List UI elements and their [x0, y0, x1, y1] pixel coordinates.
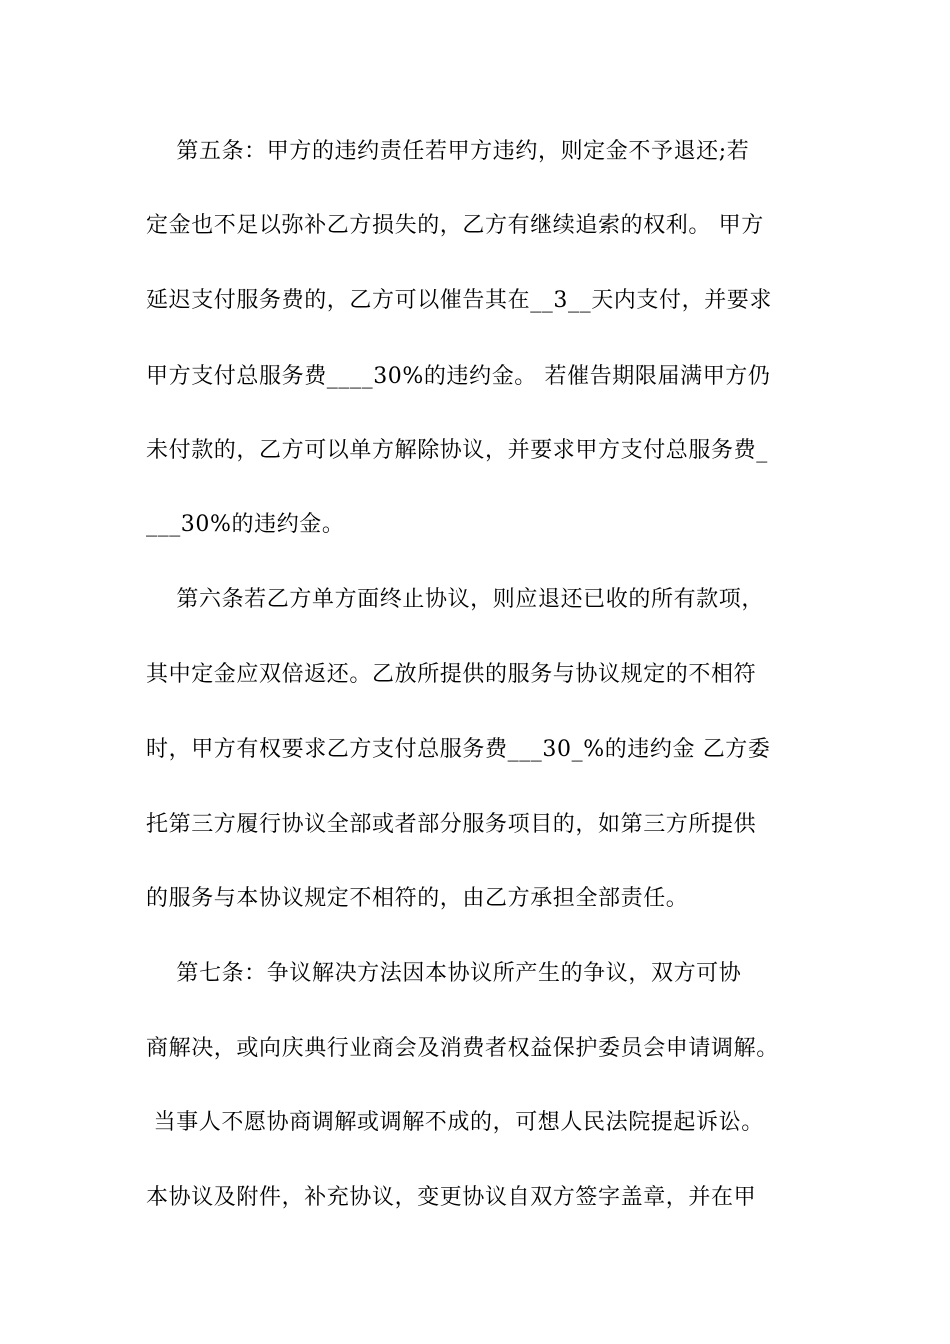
- text-line: 第五条：甲方的违约责任若甲方违约，则定金不予退还;若: [146, 139, 750, 164]
- text-line: 其中定金应双倍返还。乙放所提供的服务与协议规定的不相符: [146, 662, 757, 687]
- text-line: ___30%的违约金。: [146, 512, 345, 537]
- text-line: 时，甲方有权要求乙方支付总服务费___30_%的违约金 乙方委: [146, 737, 771, 762]
- text-line: 第六条若乙方单方面终止协议，则应退还已收的所有款项，: [146, 587, 764, 612]
- text-line: 第七条：争议解决方法因本协议所产生的争议，双方可协: [146, 961, 742, 986]
- text-line: 未付款的，乙方可以单方解除协议，并要求甲方支付总服务费_: [146, 438, 768, 463]
- text-line: 本协议及附件，补充协议，变更协议自双方签字盖章，并在甲: [146, 1185, 757, 1210]
- text-line: 商解决，或向庆典行业商会及消费者权益保护委员会申请调解。: [146, 1036, 779, 1061]
- text-line: 甲方支付总服务费____30%的违约金。 若催告期限届满甲方仍: [146, 364, 771, 389]
- text-line: 当事人不愿协商调解或调解不成的，可想人民法院提起诉讼。: [146, 1110, 764, 1135]
- text-line: 延迟支付服务费的，乙方可以催告其在__3__天内支付，并要求: [146, 288, 772, 313]
- text-line: 的服务与本协议规定不相符的，由乙方承担全部责任。: [146, 886, 689, 911]
- text-line: 托第三方履行协议全部或者部分服务项目的，如第三方所提供: [146, 812, 757, 837]
- text-line: 定金也不足以弥补乙方损失的，乙方有继续追索的权利。 甲方: [146, 213, 764, 238]
